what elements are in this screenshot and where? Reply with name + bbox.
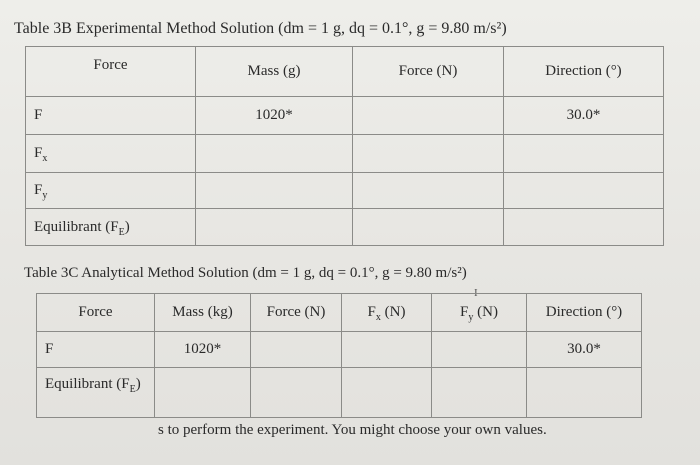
table-row [26,135,664,173]
direction-cell [527,368,642,418]
header-force-n: Force (N) [353,47,504,97]
force-cell [353,135,504,173]
text-cursor-icon: I [474,287,478,299]
header-force-n: Force (N) [251,294,342,332]
force-cell [353,209,504,246]
fx-cell [342,332,432,368]
direction-cell [504,209,664,246]
table-3c-title: Table 3C Analytical Method Solution (dm = 1 g, dq = 0.1°, g = 9.80 m/s²) [24,265,467,281]
table-row [37,368,642,418]
header-mass: Mass (kg) [155,294,251,332]
direction-cell [504,135,664,173]
row-label: $F_x$ [26,135,196,173]
footer-text: s to perform the experiment. You might choose your own values. [158,422,547,438]
header-mass: Mass (g) [196,47,353,97]
fy-cell [432,332,527,368]
force-cell [251,332,342,368]
table-row [37,332,642,368]
row-label: F [26,97,196,135]
header-direction: Direction (°) [527,294,642,332]
table-row [26,97,664,135]
header-force: Force [26,47,196,97]
table-row [26,173,664,209]
mass-cell: 1020* [196,97,353,135]
row-label: $F_y$ [26,173,196,209]
header-fx: $F_x$ (N) [342,294,432,332]
table-row [26,209,664,246]
mass-cell [155,368,251,418]
table-3b-title: Table 3B Experimental Method Solution (dm = 1 g, dq = 0.1°, g = 9.80 m/s²) [14,20,507,37]
header-force: Force [37,294,155,332]
header-direction: Direction (°) [504,47,664,97]
force-cell [353,173,504,209]
mass-cell [196,173,353,209]
table-3c [36,293,642,418]
fx-cell [342,368,432,418]
force-cell [251,368,342,418]
row-label: Equilibrant $(F_E)$ [37,368,155,418]
fy-cell [432,368,527,418]
mass-cell [196,209,353,246]
direction-cell: 30.0* [504,97,664,135]
mass-cell [196,135,353,173]
mass-cell: 1020* [155,332,251,368]
row-label: Equilibrant $(F_E)$ [26,209,196,246]
force-cell [353,97,504,135]
direction-cell [504,173,664,209]
row-label: F [37,332,155,368]
direction-cell: 30.0* [527,332,642,368]
table-3b [25,46,664,246]
header-fy: $F_y$ (N) [432,294,527,332]
